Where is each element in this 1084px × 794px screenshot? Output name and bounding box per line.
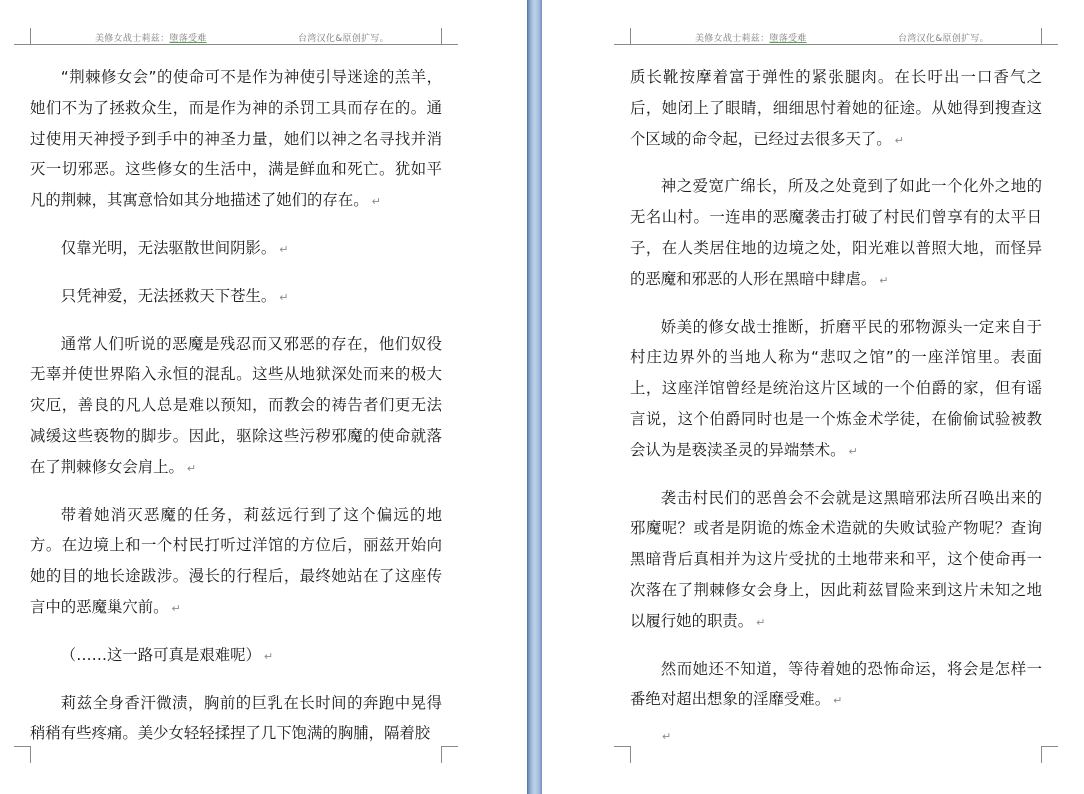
paragraph-mark-icon: ↵ xyxy=(371,195,381,209)
paragraph: 质长靴按摩着富于弹性的紧张腿肉。在长吁出一口香气之后，她闭上了眼睛，细细思忖着她的征途。从她得到搜查这个区域的命令起，已经过去很多天了。 ↵ xyxy=(630,68,1042,148)
paragraph-mark-icon: ↵ xyxy=(186,461,197,475)
header-right-note: 台湾汉化&原创扩写。 xyxy=(298,34,390,44)
header-title-underlined: 堕落受难 xyxy=(169,34,207,44)
paragraph-mark-icon: ↵ xyxy=(879,273,889,287)
paragraph-mark-icon: ↵ xyxy=(833,694,843,708)
paragraph: 带着她消灭恶魔的任务，莉兹远行到了这个偏远的地方。在边境上和一个村民打听过洋馆的方位后，丽兹开始向她的目的地长途跋涉。漫长的行程后，最终她站在了这座传言中的恶魔巢穴前。 ↵ xyxy=(30,505,442,616)
corner-mark-bottom-left xyxy=(14,746,31,763)
paragraph-mark-icon: ↵ xyxy=(894,133,904,147)
paragraph-mark-icon: ↵ xyxy=(662,730,672,743)
corner-mark-bottom-right xyxy=(1041,746,1058,763)
corner-mark-bottom-left xyxy=(614,746,631,763)
paragraph: 通常人们听说的恶魔是残忍而又邪恶的存在，他们奴役无辜并使世界陷入永恒的混乱。这些从地狱深处而来的极大灾厄，善良的凡人总是难以预知，而教会的祷告者们更无法减缓这些亵物的脚步。因此，驱除这些污秽邪魔的使命就落在了荆棘修女会肩上。 ↵ xyxy=(30,334,442,476)
header-left-title xyxy=(95,31,207,45)
paragraph: 袭击村民们的恶兽会不会就是这黑暗邪法所召唤出来的邪魔呢？或者是阴诡的炼金术造就的失败试验产物呢？查询黑暗背后真相并为这片受扰的土地带来和平，这个使命再一次落在了荆棘修女会身上，因此莉兹冒险来到这片未知之地以履行她的职责。 ↵ xyxy=(630,488,1042,630)
paragraph-mark-icon: ↵ xyxy=(263,649,274,663)
paragraph: 仅靠光明，无法驱散世间阴影。 ↵ xyxy=(60,238,289,257)
header-rule xyxy=(30,44,441,45)
paragraph: 然而她还不知道，等待着她的恐怖命运，将会是怎样一番绝对超出想象的淫靡受难。 ↵ xyxy=(630,659,1042,709)
paragraph: “荆棘修女会”的使命可不是作为神使引导迷途的羔羊，她们不为了拯救众生，而是作为神的杀罚工具而存在的。通过使用天神授予到手中的神圣力量，她们以神之名寻找并消灭一切邪恶。这些修女的生活中，满是鲜血和死亡。犹如平凡的荆棘，其寓意恰如其分地描述了她们的存在。 ↵ xyxy=(30,68,442,210)
page-body[interactable] xyxy=(30,62,442,764)
header-title-underlined: 堕落受难 xyxy=(769,34,807,44)
paragraph: （……这一路可真是艰难呢） ↵ xyxy=(60,645,274,664)
paragraph: 莉兹全身香汗微渍，胸前的巨乳在长时间的奔跑中晃得稍稍有些疼痛。美少女轻轻揉捏了几下饱满的胸脯，隔着胶 xyxy=(30,693,442,743)
document-page-right xyxy=(542,0,1084,794)
header-right-note: 台湾汉化&原创扩写。 xyxy=(898,34,990,44)
paragraph-mark-icon: ↵ xyxy=(279,242,289,256)
header-rule xyxy=(630,44,1041,45)
header-title-text: 美修女战士莉兹： xyxy=(95,34,170,44)
corner-mark-top-right xyxy=(441,28,458,45)
page-body[interactable] xyxy=(630,62,1042,732)
corner-mark-top-left xyxy=(614,28,631,45)
header-title-text: 美修女战士莉兹： xyxy=(695,34,770,44)
corner-mark-top-left xyxy=(14,28,31,45)
paragraph-mark-icon: ↵ xyxy=(848,444,858,458)
paragraph: 只凭神爱，无法拯救天下苍生。 ↵ xyxy=(60,286,289,305)
paragraph: 娇美的修女战士推断，折磨平民的邪物源头一定来自于村庄边界外的当地人称为“悲叹之馆”的一座洋馆里。表面上，这座洋馆曾经是统治这片区域的一个伯爵的家，但有谣言说，这个伯爵同时也是一个炼金术学徒，在偷偷试验被教会认为是亵渎圣灵的异端禁术。 ↵ xyxy=(630,317,1042,459)
paragraph-mark-icon: ↵ xyxy=(171,601,181,615)
header-left-title xyxy=(695,31,807,45)
corner-mark-top-right xyxy=(1041,28,1058,45)
page-gap-divider xyxy=(527,0,542,794)
paragraph-mark-icon: ↵ xyxy=(756,615,766,629)
corner-mark-bottom-right xyxy=(441,746,458,763)
document-page-left xyxy=(0,0,527,794)
paragraph: 神之爱宽广绵长，所及之处竟到了如此一个化外之地的无名山村。一连串的恶魔袭击打破了村民们曾享有的太平日子，在人类居住地的边境之处，阳光难以普照大地，而怪异的恶魔和邪恶的人形在黑暗中肆虐。 ↵ xyxy=(630,177,1042,288)
paragraph-mark-icon: ↵ xyxy=(279,290,289,304)
